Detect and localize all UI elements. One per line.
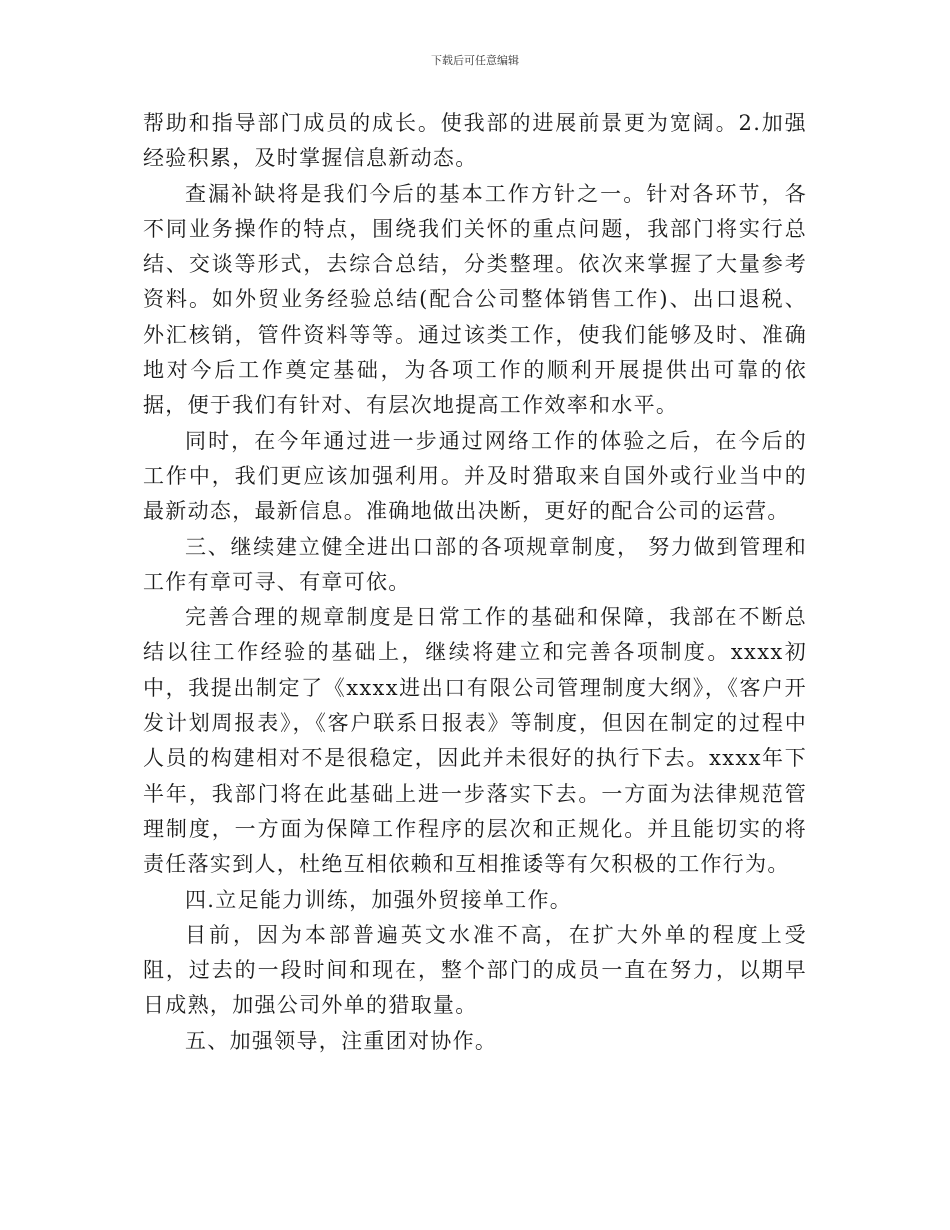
paragraph-3: 同时，在今年通过进一步通过网络工作的体验之后，在今后的工作中，我们更应该加强利用。并及时猎取来自国外或行业当中的最新动态，最新信息。准确地做出决断，更好的配合公司的运营。 xyxy=(143,428,807,524)
page-header: 下载后可任意编辑 xyxy=(431,54,519,67)
section-heading-3: 三、继续建立健全进出口部的各项规章制度， 努力做到管理和工作有章可寻、有章可依。 xyxy=(143,534,807,594)
paragraph-2: 查漏补缺将是我们今后的基本工作方针之一。针对各环节，各不同业务操作的特点，围绕我们关怀的重点问题，我部门将实行总结、交谈等形式，去综合总结，分类整理。依次来掌握了大量参考资料。如外贸业务经验总结(配合公司整体销售工作)、出口退税、外汇核销，管件资料等等。通过该类工作，使我们能够及时、准确地对今后工作奠定基础，为各项工作的顺利开展提供出可靠的依据，便于我们有针对、有层次地提高工作效率和水平。 xyxy=(143,181,807,418)
section-heading-5: 五、加强领导，注重团对协作。 xyxy=(185,1028,498,1053)
document-body xyxy=(143,106,807,1059)
paragraph-7: 目前，因为本部普遍英文水准不高，在扩大外单的程度上受阻，过去的一段时间和现在，整个部门的成员一直在努力，以期早日成熟，加强公司外单的猎取量。 xyxy=(143,922,807,1018)
paragraph-1: 帮助和指导部门成员的成长。使我部的进展前景更为宽阔。2.加强经验积累，及时掌握信息新动态。 xyxy=(143,111,807,171)
section-heading-4: 四.立足能力训练，加强外贸接单工作。 xyxy=(185,887,573,912)
paragraph-5: 完善合理的规章制度是日常工作的基础和保障，我部在不断总结以往工作经验的基础上，继续将建立和完善各项制度。xxxx初中，我提出制定了《xxxx进出口有限公司管理制度大纲》，《客户开发计划周报表》，《客户联系日报表》等制度，但因在制定的过程中人员的构建相对不是很稳定，因此并未很好的执行下去。xxxx年下半年，我部门将在此基础上进一步落实下去。一方面为法律规范管理制度，一方面为保障工作程序的层次和正规化。并且能切实的将责任落实到人，杜绝互相依赖和互相推诿等有欠积极的工作行为。 xyxy=(143,605,807,877)
